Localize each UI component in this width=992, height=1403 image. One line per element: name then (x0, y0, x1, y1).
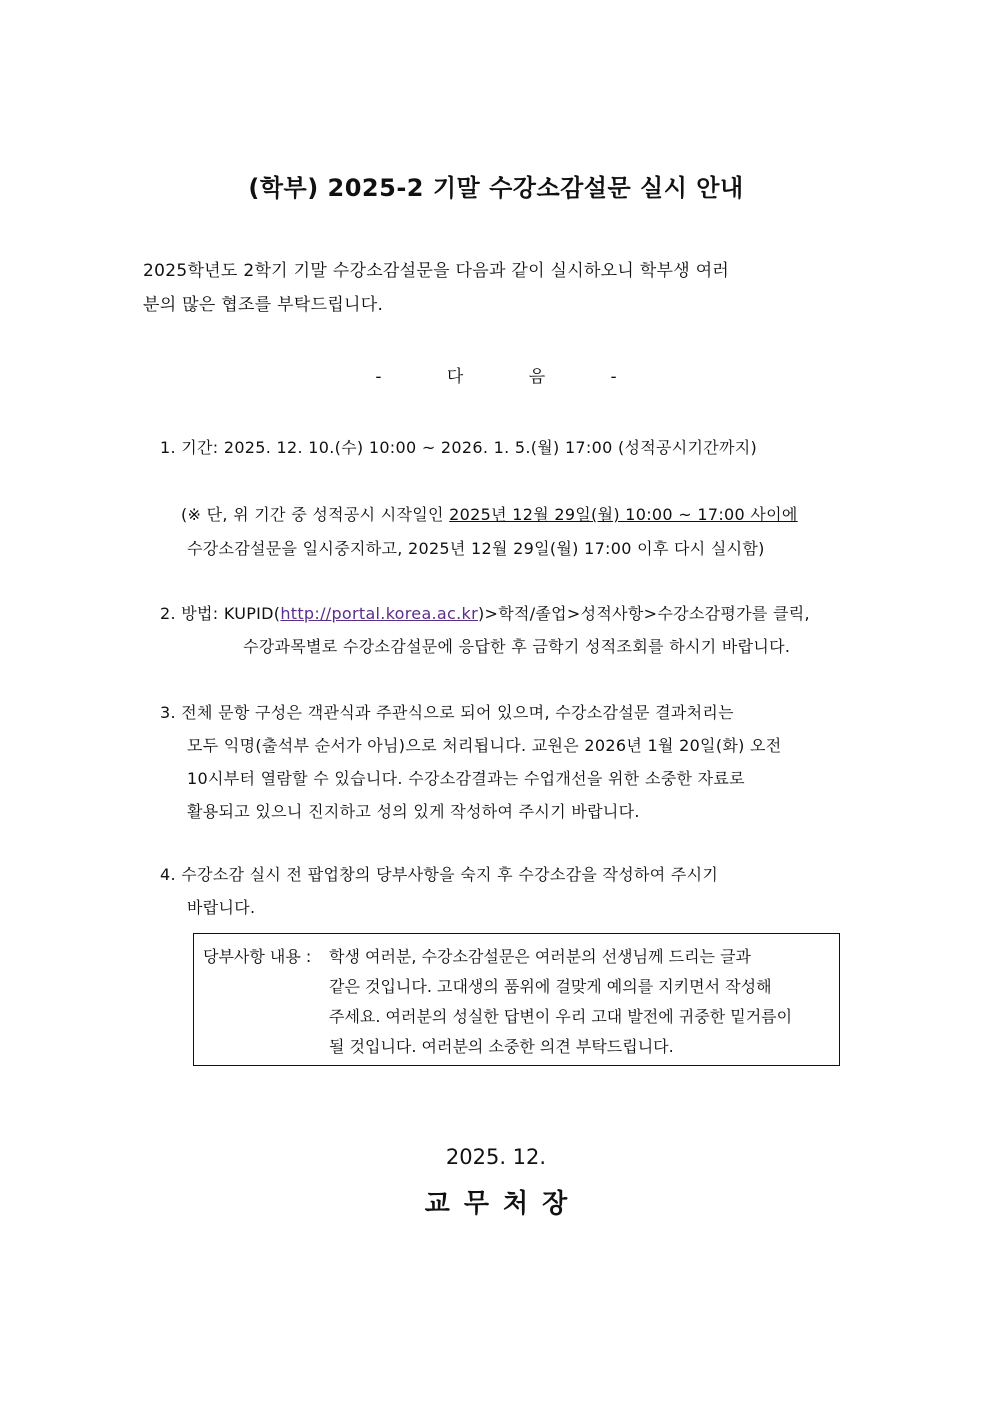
item-3-line-4: 활용되고 있으니 진지하고 성의 있게 작성하여 주시기 바랍니다. (187, 802, 640, 821)
item-4-line-1: 4. 수강소감 실시 전 팝업창의 당부사항을 숙지 후 수강소감을 작성하여 주시기 (160, 865, 719, 884)
item-2-method (160, 601, 810, 624)
item-2-suffix: )>학적/졸업>성적사항>수강소감평가를 클릭, (477, 604, 810, 623)
item-1-note-underlined: 2025년 12월 29일(월) 10:00 ~ 17:00 사이에 (449, 505, 798, 524)
notice-box-line-4: 될 것입니다. 여러분의 소중한 의견 부탁드립니다. (329, 1037, 674, 1056)
item-3-line-1: 3. 전체 문항 구성은 객관식과 주관식으로 되어 있으며, 수강소감설문 결과처리는 (160, 703, 734, 722)
issuer-signature: 교무처장 (424, 1189, 582, 1219)
item-2-prefix: 2. 방법: KUPID( (160, 604, 281, 623)
item-1-note-prefix: (※ 단, 위 기간 중 성적공시 시작일인 (181, 505, 450, 524)
document-title: (학부) 2025-2 기말 수강소감설문 실시 안내 (248, 174, 744, 202)
item-1-period: 1. 기간: 2025. 12. 10.(수) 10:00 ~ 2026. 1. 5.(월) 17:00 (성적공시기간까지) (160, 438, 758, 457)
section-divider: - 다 음 - (375, 367, 617, 387)
item-4-line-2: 바랍니다. (187, 898, 256, 917)
intro-line-1: 2025학년도 2학기 기말 수강소감설문을 다음과 같이 실시하오니 학부생 여러 (143, 261, 730, 281)
notice-box-line-3: 주세요. 여러분의 성실한 답변이 우리 고대 발전에 귀중한 밑거름이 (329, 1007, 793, 1026)
portal-link[interactable]: http://portal.korea.ac.kr (280, 604, 478, 623)
notice-box-line-1: 학생 여러분, 수강소감설문은 여러분의 선생님께 드리는 글과 (329, 947, 752, 966)
intro-line-2: 분의 많은 협조를 부탁드립니다. (143, 295, 384, 315)
issue-date: 2025. 12. (445, 1145, 547, 1169)
item-1-note-line-1 (181, 502, 798, 525)
item-3-line-2: 모두 익명(출석부 순서가 아님)으로 처리됩니다. 교원은 2026년 1월 20일(화) 오전 (187, 736, 782, 755)
notice-box-label: 당부사항 내용 : (203, 947, 312, 966)
item-3-line-3: 10시부터 열람할 수 있습니다. 수강소감결과는 수업개선을 위한 소중한 자료로 (187, 769, 745, 788)
item-2-line-2: 수강과목별로 수강소감설문에 응답한 후 금학기 성적조회를 하시기 바랍니다. (243, 637, 791, 656)
notice-box (193, 933, 840, 1066)
item-1-note-line-2: 수강소감설문을 일시중지하고, 2025년 12월 29일(월) 17:00 이후 다시 실시함) (187, 539, 765, 558)
notice-box-line-2: 같은 것입니다. 고대생의 품위에 걸맞게 예의를 지키면서 작성해 (329, 977, 772, 996)
